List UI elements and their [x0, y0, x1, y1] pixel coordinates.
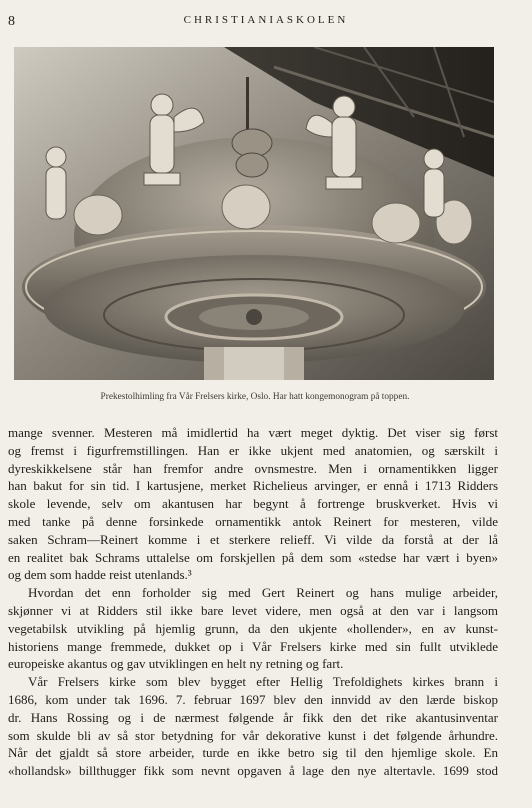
text-line: som skulde bli av så stor betydning for vår dekorative kunst i det følgende århundre. — [8, 727, 498, 743]
page-number: 8 — [8, 14, 15, 29]
text-line: Når det gjaldt så store arbeider, turde en ikke betro sig til den hjemlige skole. En — [8, 745, 498, 761]
text-line: Hvordan det enn forholder sig med Gert Reinert og hans mulige arbeider, — [28, 585, 498, 601]
text-line: skjønner vi at Ridders stil ikke bare levet videre, men også at den var i langsom — [8, 602, 498, 618]
text-line: med tanke på denne forsinkede ornamentikk antok Reinert for mesteren, vilde — [8, 513, 498, 529]
text-line: skole levende, selv om akantusen har begynt å fortrenge bruskverket. Hvis vi — [8, 496, 498, 512]
body-text — [8, 424, 498, 780]
text-line: «hollandsk» billthugger fikk som nevnt opgaven å lage den nye altertavle. 1699 stod — [8, 763, 498, 779]
text-line: historiens mange fremmede, dukket op i Vår Frelsers kirke med sin fullt utviklede — [8, 638, 498, 654]
text-line: mange svenner. Mesteren må imidlertid ha vært meget dyktig. Det viser sig først — [8, 425, 498, 440]
text-line: en realitet bak Schrams uttalelse om forskjellen på dem som «stedse har vært i byen» — [8, 549, 498, 565]
text-line: Vår Frelsers kirke som blev bygget efter Hellig Trefoldighets kirkes brann i — [28, 674, 498, 690]
text-line: saken Schram—Reinert komme i et sterkere relieff. Vi vilde da forstå at der lå — [8, 531, 498, 547]
running-header: CHRISTIANIASKOLEN — [183, 14, 349, 26]
text-line: han bakut for sin tid. I kartusjene, merket Richelieus arvinger, er ennå i 1713 Ridders — [8, 478, 498, 494]
figure-caption: Prekestolhimling fra Vår Frelsers kirke, Oslo. Har hatt kongemonogram på toppen. — [100, 392, 410, 402]
text-line: vegetabilsk utvikling på hjemlig grunn, da den ukjente «hollender», en av kunst- — [8, 620, 498, 636]
text-line: og fremst i figurfremstillingen. Han er ikke ukjent med anatomien, og særskilt i — [8, 442, 498, 458]
pulpit-canopy-photo — [14, 47, 494, 380]
text-line: og dem som hadde reist utenlands.³ — [8, 567, 192, 583]
text-line: dr. Hans Rossing og i de nærmest følgende år fikk den det rike akantusinventar — [8, 709, 498, 725]
text-line: 1686, kom under tak 1696. 7. februar 1697 blev den innvidd av den lærde biskop — [8, 691, 498, 707]
text-line: dyreskikkelsene står han fremfor andre ovnsmestre. Men i ornamentikken ligger — [8, 460, 498, 476]
text-line: europeiske akantus og gav utviklingen en helt ny retning og fart. — [8, 656, 344, 672]
